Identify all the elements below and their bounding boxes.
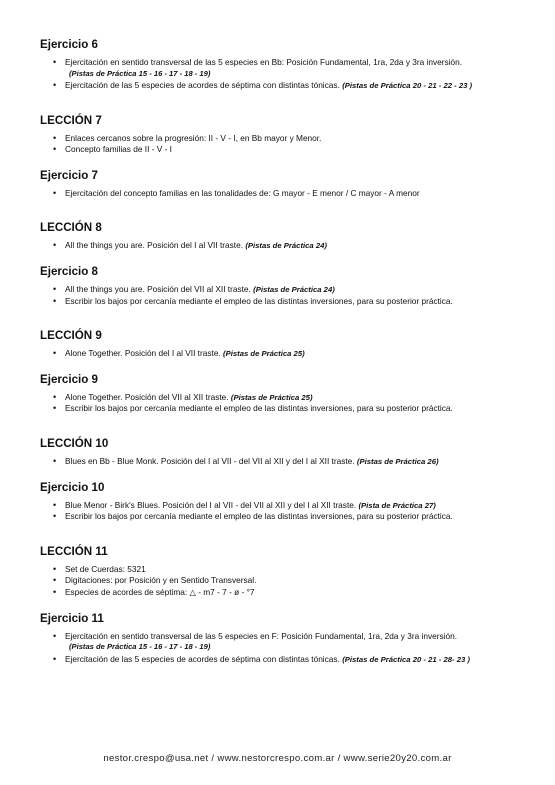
item-text: Concepto familias de II - V - I	[65, 144, 172, 155]
document-content	[40, 38, 519, 665]
practice-track-reference: (Pistas de Práctica 15 - 16 - 17 - 18 - 19)	[69, 68, 211, 78]
practice-track-reference: (Pistas de Práctica 20 - 21 - 28- 23 )	[342, 654, 470, 664]
exercise-section	[40, 373, 519, 415]
practice-track-reference: (Pista de Práctica 27)	[358, 500, 436, 510]
bullet-list	[40, 631, 519, 666]
item-text: Enlaces cercanos sobre la progresión: II - V - I, en Bb mayor y Menor.	[65, 132, 322, 143]
item-text: Ejercitación del concepto familias en las tonalidades de: G mayor - E menor / C mayor - A menor	[65, 187, 420, 198]
list-item	[53, 511, 519, 523]
exercise-heading: Ejercicio 10	[40, 480, 105, 494]
lesson-heading: LECCIÓN 10	[40, 437, 109, 451]
item-text: Escribir los bajos por cercanía mediante el empleo de las distintas inversiones, para su posterior práctica.	[65, 511, 453, 522]
exercise-section	[40, 481, 519, 523]
item-text: Alone Together. Posición del VII al XII traste.	[65, 391, 231, 402]
practice-track-reference: (Pistas de Práctica 15 - 16 - 17 - 18 - 19)	[69, 642, 211, 652]
exercise-section	[40, 612, 519, 666]
item-text: Blues en Bb - Blue Monk. Posición del I al VII - del VII al XII y del I al XII traste.	[65, 456, 357, 467]
item-text: Escribir los bajos por cercanía mediante el empleo de las distintas inversiones, para su posterior práctica.	[65, 295, 453, 306]
lesson-section	[40, 545, 519, 599]
section-spacer	[40, 307, 519, 329]
lesson-heading: LECCIÓN 9	[40, 329, 102, 343]
bullet-list	[40, 348, 519, 360]
item-text: Digitaciones: por Posición y en Sentido Transversal.	[65, 575, 257, 586]
bullet-list	[40, 188, 519, 200]
list-item	[53, 296, 519, 308]
list-item	[53, 631, 519, 643]
bullet-list	[40, 392, 519, 415]
exercise-section	[40, 169, 519, 200]
exercise-heading: Ejercicio 6	[40, 38, 99, 51]
lesson-section	[40, 114, 519, 156]
item-text: All the things you are. Posición del VII al XII traste.	[65, 284, 254, 295]
section-spacer	[40, 92, 519, 114]
practice-track-reference: (Pistas de Práctica 24)	[253, 285, 335, 295]
item-text: Escribir los bajos por cercanía mediante el empleo de las distintas inversiones, para su posterior práctica.	[65, 403, 453, 414]
lesson-heading: LECCIÓN 11	[40, 544, 108, 558]
bullet-list	[40, 456, 519, 468]
list-item	[53, 392, 519, 404]
bullet-list	[40, 500, 519, 523]
item-text: All the things you are. Posición del I al VII traste.	[65, 240, 246, 251]
bullet-list	[40, 57, 519, 92]
list-item	[53, 188, 519, 200]
list-item	[53, 240, 519, 252]
item-text: Especies de acordes de séptima: △ - m7 - 7 - ø - °7	[65, 587, 255, 597]
section-spacer	[40, 156, 519, 169]
exercise-section	[40, 38, 519, 92]
exercise-heading: Ejercicio 8	[40, 265, 99, 279]
exercise-heading: Ejercicio 9	[40, 372, 99, 386]
list-item	[53, 403, 519, 415]
section-spacer	[40, 523, 519, 545]
bullet-list	[40, 564, 519, 599]
exercise-heading: Ejercicio 7	[40, 168, 99, 182]
list-item	[53, 284, 519, 296]
practice-track-reference: (Pistas de Práctica 25)	[230, 392, 313, 402]
item-text: Alone Together. Posición del I al VII traste.	[65, 348, 224, 359]
lesson-section	[40, 329, 519, 360]
lesson-section	[40, 221, 519, 252]
list-item	[53, 564, 519, 576]
item-text: Set de Cuerdas: 5321	[65, 563, 146, 574]
bullet-list	[40, 284, 519, 307]
exercise-section	[40, 265, 519, 307]
item-text: Ejercitación en sentido transversal de las 5 especies en Bb: Posición Fundamental, 1ra, 2da y 3ra inversión.	[65, 57, 463, 67]
list-item	[53, 133, 519, 145]
bullet-list	[40, 240, 519, 252]
section-spacer	[40, 415, 519, 437]
item-text: Ejercitación de las 5 especies de acordes de séptima con distintas tónicas.	[65, 80, 343, 91]
exercise-heading: Ejercicio 11	[40, 611, 104, 625]
list-item	[53, 57, 519, 69]
list-item	[53, 144, 519, 156]
list-item	[53, 348, 519, 360]
lesson-heading: LECCIÓN 8	[40, 221, 102, 235]
item-text: Blue Menor - Birk's Blues. Posición del I al VII - del VII al XII y del I al XII traste.	[65, 499, 359, 510]
list-item	[53, 575, 519, 587]
practice-track-reference: (Pistas de Práctica 25)	[223, 349, 305, 359]
item-text: Ejercitación en sentido transversal de las 5 especies en F: Posición Fundamental, 1ra, 2da y 3ra inversión.	[65, 630, 458, 641]
practice-track-reference: (Pistas de Práctica 26)	[356, 457, 439, 467]
practice-track-reference: (Pistas de Práctica 20 - 21 - 22 - 23 )	[342, 81, 473, 91]
section-spacer	[40, 199, 519, 221]
list-item	[53, 500, 519, 512]
bullet-list	[40, 133, 519, 156]
footer-contact: nestor.crespo@usa.net / www.nestorcrespo.com.ar / www.serie20y20.com.ar	[103, 753, 452, 764]
list-item	[53, 587, 519, 599]
lesson-heading: LECCIÓN 7	[40, 113, 102, 127]
section-spacer	[40, 468, 519, 481]
list-item	[53, 654, 519, 666]
section-spacer	[40, 599, 519, 612]
section-spacer	[40, 252, 519, 265]
section-spacer	[40, 360, 519, 373]
list-item	[53, 80, 519, 92]
item-text: Ejercitación de las 5 especies de acordes de séptima con distintas tónicas.	[65, 653, 343, 664]
list-item	[53, 456, 519, 468]
practice-track-reference: (Pistas de Práctica 24)	[245, 241, 327, 251]
lesson-section	[40, 437, 519, 468]
